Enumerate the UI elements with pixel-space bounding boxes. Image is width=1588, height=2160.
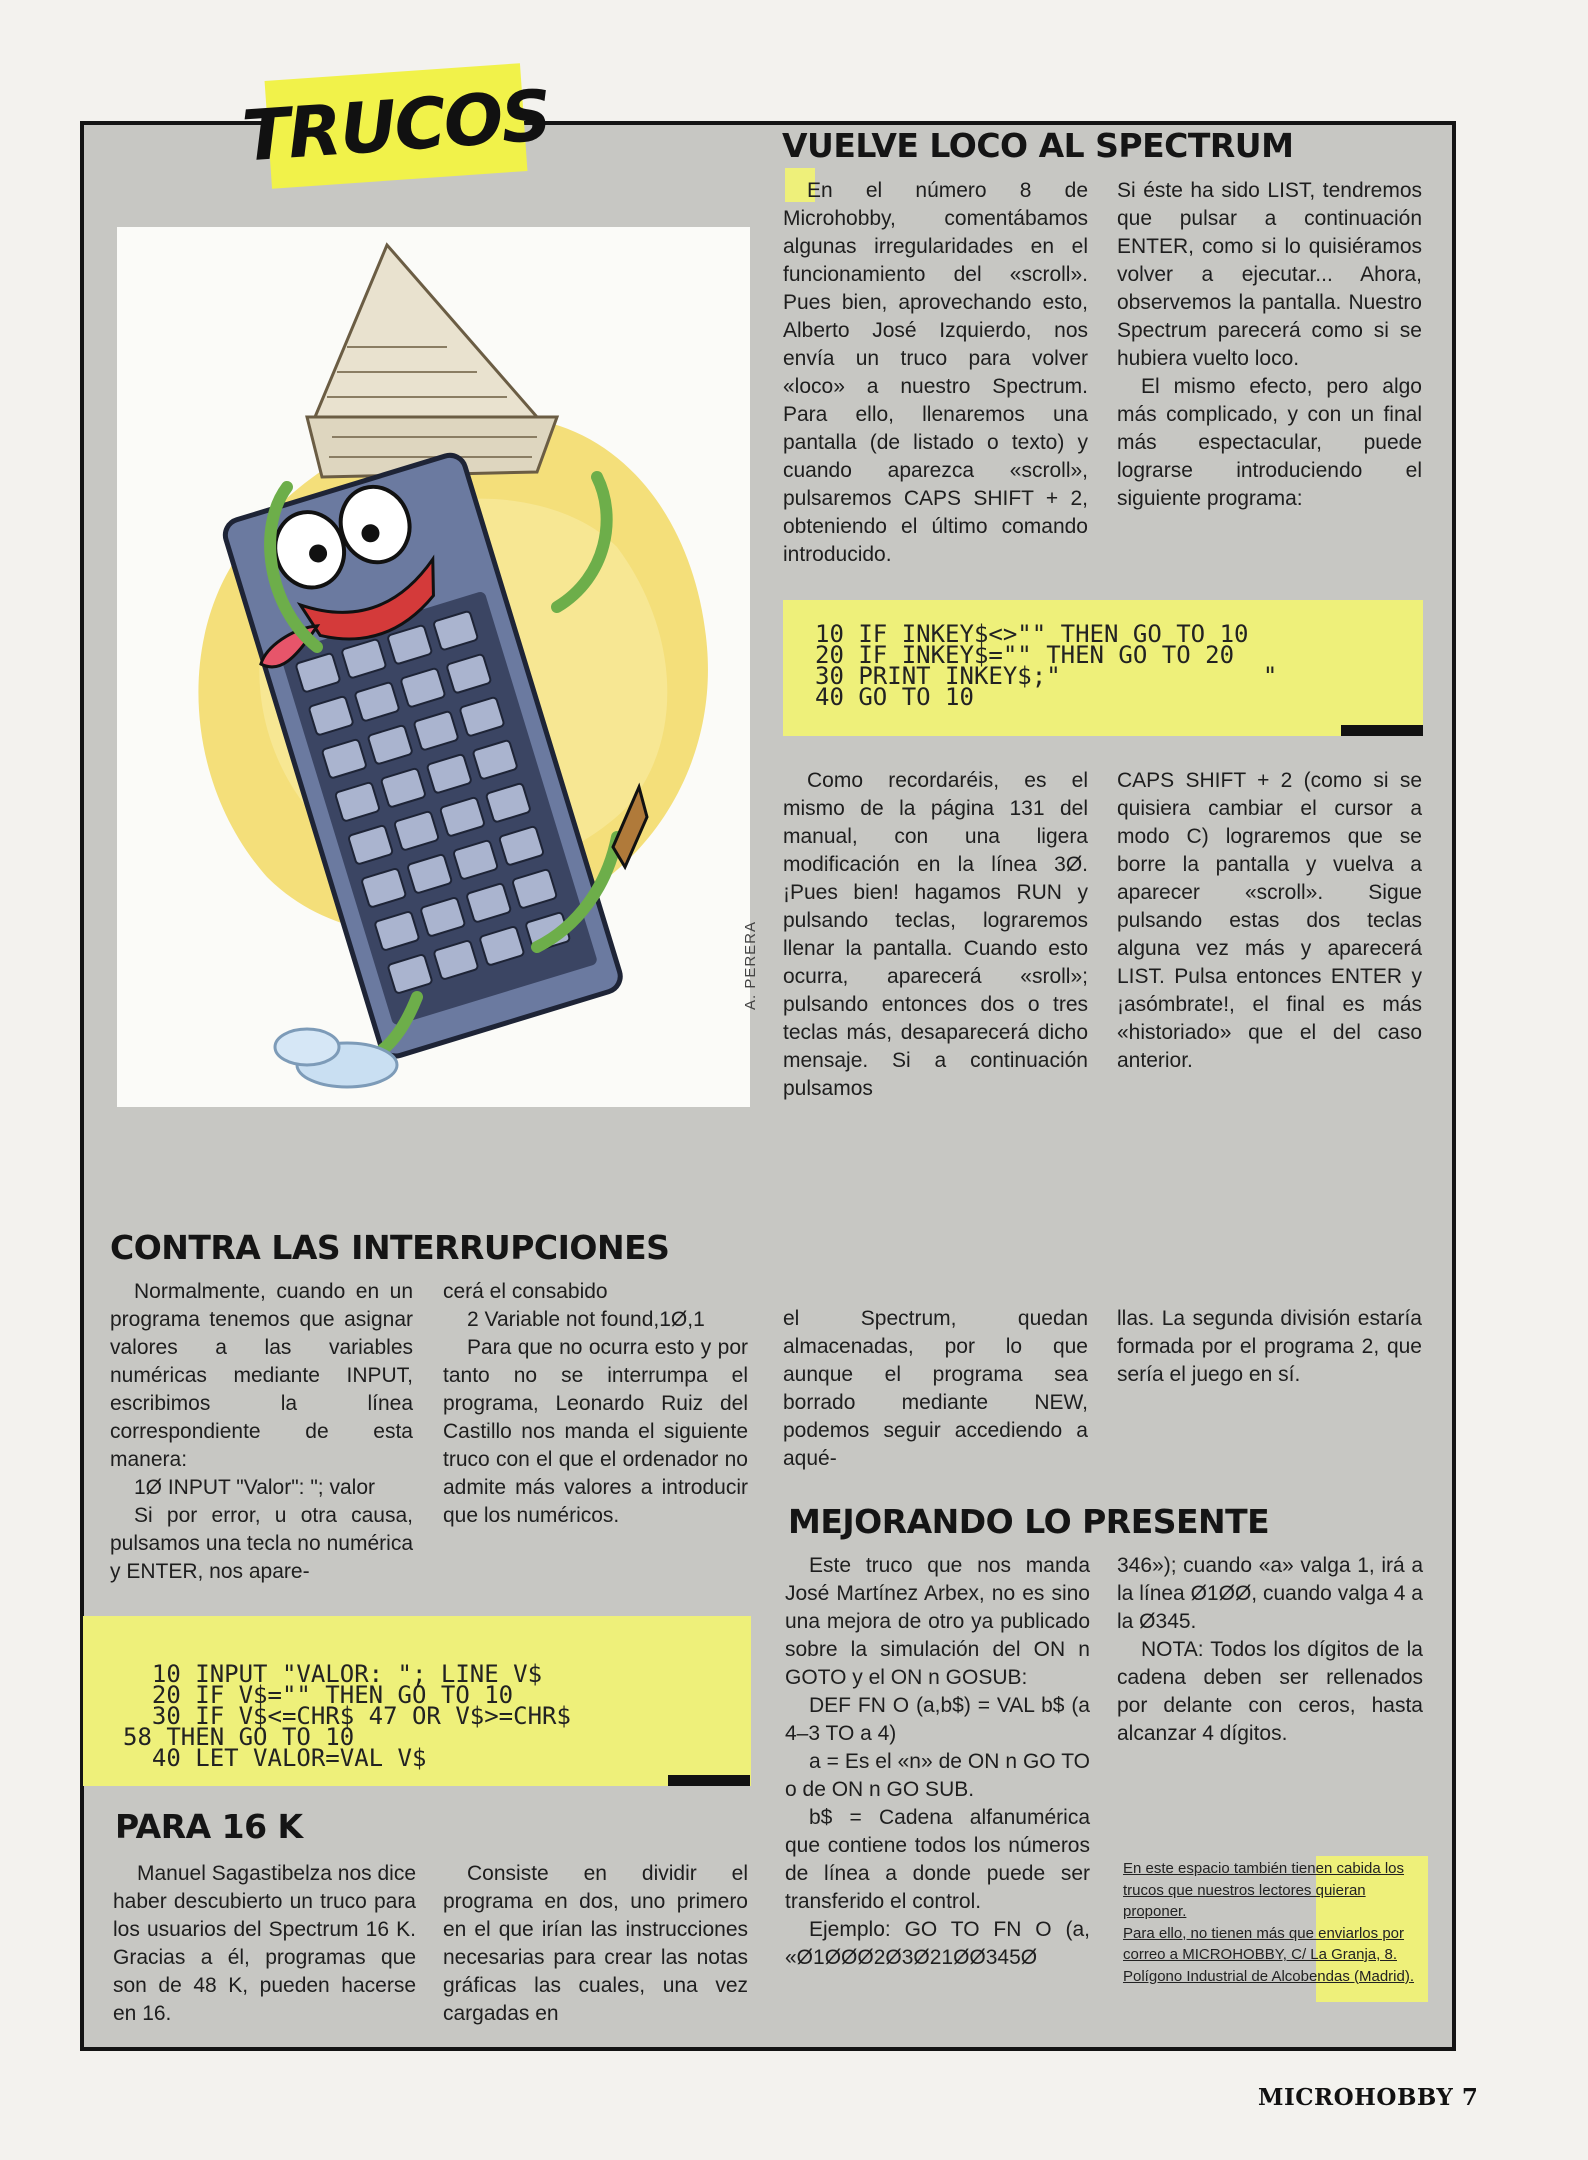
page-footer xyxy=(1258,2084,1478,2111)
code-bar-bottom xyxy=(668,1775,750,1786)
vuelve-col1-text: En el número 8 de Microhobby, comentábamos algunas irregularidades en el funcionamiento del «scroll». Pues bien, aprovechando esto, Alberto José Izquierdo, nos envía un truco para volver «loco» a nuestro Spectrum. Para ello, llenaremos una pantalla (de listado o texto) y cuando aparezca «scroll», pulsaremos CAPS SHIFT + 2, obteniendo el último comando introducido. xyxy=(783,179,1088,566)
footer-page-number: 7 xyxy=(1461,2084,1479,2111)
illustration-spectrum-character xyxy=(117,227,750,1107)
vuelve-col2-text-1: Si éste ha sido LIST, tendremos que pulsar a continuación ENTER, como si lo quisiéramos volver a ejecutar... Ahora, observemos la pantalla. Nuestro Spectrum parecerá como si se hubiera vuelto loco. xyxy=(1117,179,1422,370)
note-text-2: Para ello, no tienen más que enviarlos por correo a MICROHOBBY, C/ La Granja, 8. Polígono Industrial de Alcobendas (Madrid). xyxy=(1123,1924,1415,1985)
mejorando-col1-text-5: Ejemplo: GO TO FN O (a, «Ø1ØØØ2Ø3Ø21ØØ345Ø xyxy=(785,1918,1090,1969)
mejorando-col1-text-1: Este truco que nos manda José Martínez Arbex, no es sino una mejora de otro ya publicado sobre la simulación del ON n GOTO y el ON n GOSUB: xyxy=(785,1554,1090,1689)
contra-column-2 xyxy=(443,1278,748,1530)
mejorando-column-1 xyxy=(785,1552,1090,1972)
contra-col1-text-2: 1Ø INPUT "Valor": "; valor xyxy=(134,1476,375,1499)
contra-column-1 xyxy=(110,1278,413,1586)
para16k-column-3 xyxy=(783,1305,1088,1473)
mejorando-column-2 xyxy=(1117,1552,1423,1748)
heading-contra-interrupciones: CONTRA LAS INTERRUPCIONES xyxy=(110,1228,669,1267)
para16k-col1-text: Manuel Sagastibelza nos dice haber descubierto un truco para los usuarios del Spectrum 16 K. Gracias a él, programas que son de 48 K, pueden hacerse en 16. xyxy=(113,1862,417,2025)
reader-submission-note xyxy=(1123,1858,1429,1987)
code-line: 20 IF V$="" THEN GO TO 10 xyxy=(123,1681,514,1709)
code-bar-bottom xyxy=(1341,725,1423,736)
mejorando-col1-text-2: DEF FN O (a,b$) = VAL b$ (a 4–3 TO a 4) xyxy=(785,1694,1090,1745)
contra-col1-text-3: Si por error, u otra causa, pulsamos una tecla no numérica y ENTER, nos apare- xyxy=(110,1504,413,1583)
code-line: 40 GO TO 10 xyxy=(815,683,974,711)
code-line: 40 LET VALOR=VAL V$ xyxy=(123,1744,427,1772)
para16k-column-2 xyxy=(443,1860,748,2028)
para16k-col4-text: llas. La segunda división estaría formada por el programa 2, que sería el juego en sí. xyxy=(1117,1307,1422,1386)
vuelve-column-2 xyxy=(1117,177,1422,513)
vuelve-col2-text-2: El mismo efecto, pero algo más complicado, y con un final más espectacular, puede lograrse introduciendo el siguiente programa: xyxy=(1117,375,1422,510)
mejorando-col2-text-2: NOTA: Todos los dígitos de la cadena deben ser rellenados por delante con ceros, hasta alcanzar 4 dígitos. xyxy=(1117,1638,1423,1745)
code-line: 10 IF INKEY$<>"" THEN GO TO 10 xyxy=(815,620,1249,648)
code-line: 30 PRINT INKEY$;" " xyxy=(815,662,1278,690)
mejorando-col2-text-1: 346»); cuando «a» valga 1, irá a la línea Ø1ØØ, cuando valga 4 a la Ø345. xyxy=(1117,1554,1423,1633)
contra-col2-text-1: cerá el consabido xyxy=(443,1280,608,1303)
code-line: 10 INPUT "VALOR: "; LINE V$ xyxy=(123,1660,543,1688)
footer-magazine: MICROHOBBY xyxy=(1258,2084,1454,2111)
contra-col1-text-1: Normalmente, cuando en un programa tenemos que asignar valores a las variables numéricas mediante INPUT, escribimos la línea correspondiente de esta manera: xyxy=(110,1280,413,1471)
heading-mejorando: MEJORANDO LO PRESENTE xyxy=(788,1502,1269,1541)
heading-para-16k: PARA 16 K xyxy=(115,1807,303,1846)
note-text-1: En este espacio también tienen cabida los trucos que nuestros lectores quieran proponer. xyxy=(1123,1860,1405,1920)
spectrum-character-drawing xyxy=(117,227,750,1107)
code-block-vuelve xyxy=(783,600,1423,736)
code-line: 20 IF INKEY$="" THEN GO TO 20 xyxy=(815,641,1235,669)
code-block-contra xyxy=(83,1616,751,1786)
mejorando-col1-text-4: b$ = Cadena alfanumérica que contiene todos los números de línea a donde puede ser transferido el control. xyxy=(785,1806,1090,1913)
para16k-column-4 xyxy=(1117,1305,1422,1389)
section-title-trucos: TRUCOS xyxy=(265,63,528,189)
code-line: 30 IF V$<=CHR$ 47 OR V$>=CHR$ xyxy=(123,1702,571,1730)
vuelve-column-4 xyxy=(1117,767,1422,1075)
vuelve-col4-text: CAPS SHIFT + 2 (como si se quisiera cambiar el cursor a modo C) lograremos que se borre la pantalla y vuelva a aparecer «scroll». Sigue pulsando estas dos teclas alguna vez más y aparecerá LIST. Pulsa entonces ENTER y ¡asómbrate!, el final es más «historiado» que el del caso anterior. xyxy=(1117,769,1422,1072)
mejorando-col1-text-3: a = Es el «n» de ON n GO TO o de ON n GO SUB. xyxy=(785,1750,1090,1801)
code-line: 58 THEN GO TO 10 xyxy=(123,1723,355,1751)
para16k-column-1 xyxy=(113,1860,416,2028)
vuelve-col3-text: Como recordaréis, es el mismo de la página 131 del manual, con una ligera modificación en la línea 3Ø. ¡Pues bien! hagamos RUN y pulsando teclas, lograremos llenar la pantalla. Cuando esto ocurra, aparecerá «sroll»; pulsando entonces dos o tres teclas más, desaparecerá dicho mensaje. Si a continuación pulsamos xyxy=(783,769,1088,1100)
illustration-credit: A. PERERA xyxy=(742,920,759,1010)
vuelve-column-1 xyxy=(783,177,1088,569)
contra-col2-text-2: 2 Variable not found,1Ø,1 xyxy=(467,1308,705,1331)
para16k-col2-text: Consiste en dividir el programa en dos, uno primero en el que irían las instrucciones necesarias para crear las notas gráficas las cuales, una vez cargadas en xyxy=(443,1862,748,2025)
vuelve-column-3 xyxy=(783,767,1088,1103)
para16k-col3-text: el Spectrum, quedan almacenadas, por lo que aunque el programa sea borrado mediante NEW, podemos seguir accediendo a aqué- xyxy=(783,1307,1088,1470)
contra-col2-text-3: Para que no ocurra esto y por tanto no se interrumpa el programa, Leonardo Ruiz del Castillo nos manda el siguiente truco con el que el ordenador no admite más valores a introducir que los numéricos. xyxy=(443,1336,748,1527)
heading-vuelve-loco: VUELVE LOCO AL SPECTRUM xyxy=(782,126,1293,165)
